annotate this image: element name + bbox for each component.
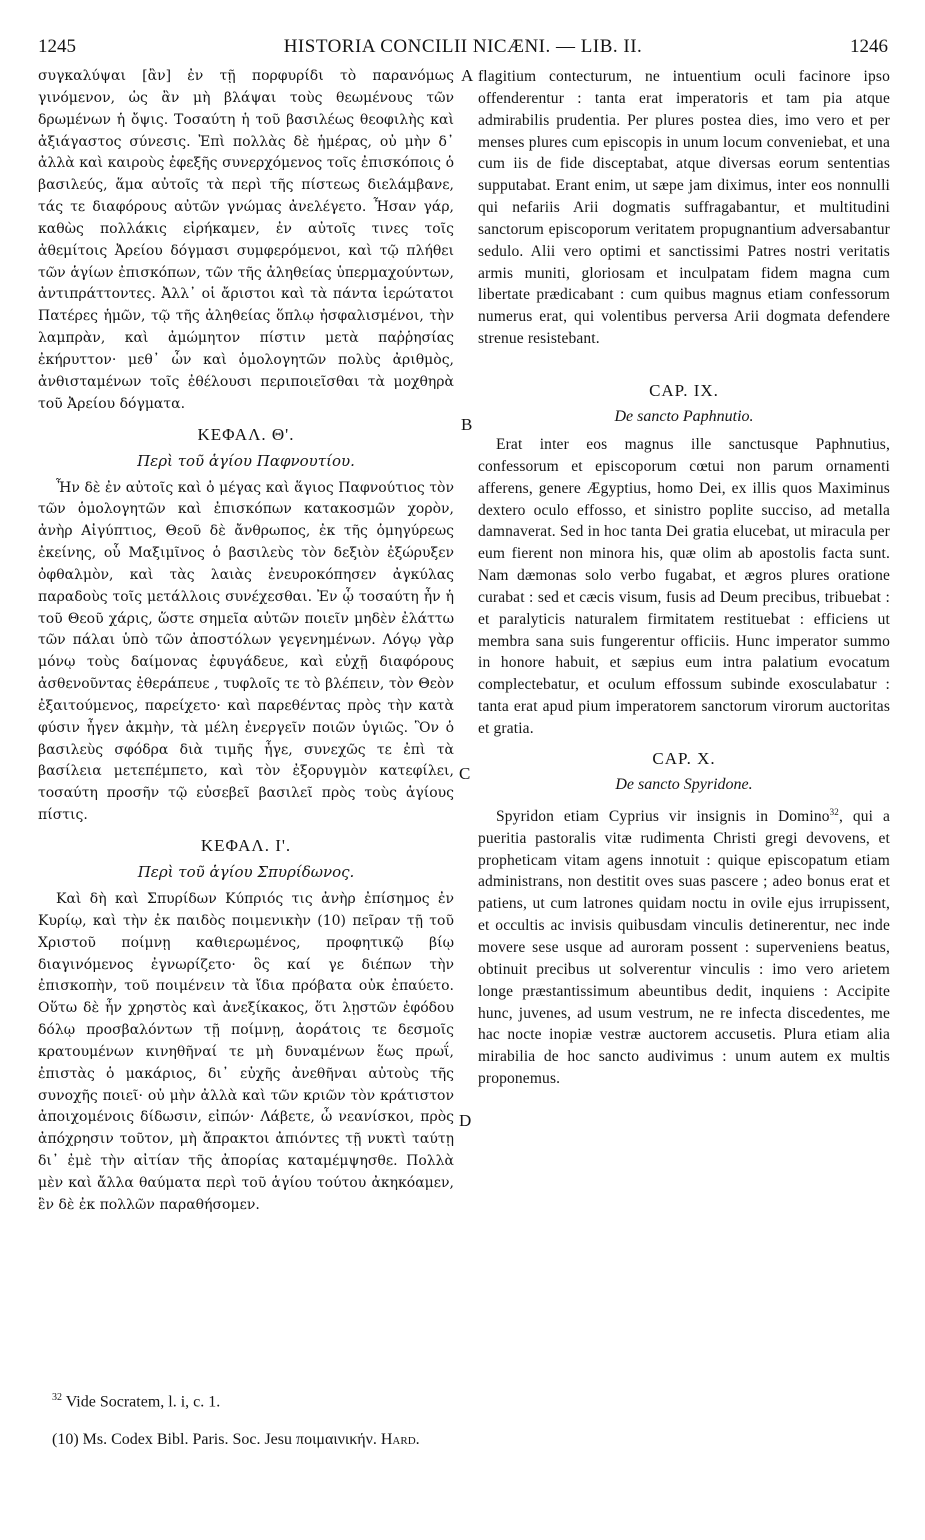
latin-chapter-10-heading: CAP. X.: [652, 748, 716, 768]
greek-paragraph-1: συγκαλύψαι [ἂν] ἐν τῇ πορφυρίδι τὸ παρανόμως γινόμενον, ὡς ἂν μὴ βλάψαι τοὺς θεωμένους τῶν δρωμένων ἡ ὄψις. Τοσαύτη ἡ τοῦ βασιλέως θεοφιλὴς καὶ ἀξιάγαστος σύνεσις. Ἐπὶ πολλὰς δὲ ἡμέρας, οὐ μὴν δ᾽ ἀλλὰ καὶ καιροὺς ἐφεξῆς συνερχόμενος τοῖς ἐπισκόποις ὁ βασιλεύς, ἅμα αὐτοῖς τὰ περὶ τῆς πίστεως διελάμβανε, τάς τε διαφόρους αὐτῶν γνώμας ἀνελέγετο. Ἦσαν γάρ, καθὼς πολλάκις εἰρήκαμεν, ἐν αὐτοῖς τινες τοῖς ἀθεμίτοις Ἀρείου δόγμασι συμφερόμενοι, καὶ τῷ πλήθει τῶν ἁγίων ἐπισκόπων, τῶν τῆς ἀληθείας ὑπερμαχούντων, ἀντιπράττοντες. Ἀλλ᾽ οἱ ἄριστοι καὶ τὰ πάντα ἱερώτατοι Πατέρες ἡμῶν, τῷ τῆς ἀληθείας ὅπλῳ ἠσφαλισμένοι, τὴν λαμπρὰν, καὶ ἀμώμητον πίστιν μετὰ παῤῥησίας ἐκήρυττον· μεθ᾽ ὧν καὶ ὁμολογητῶν πολὺς ἀριθμὸς, ἀνθισταμένων τοῖς ἐθέλουσι περιποιεῖσθαι τὰ μοχθηρὰ τοῦ Ἀρείου δόγματα.: [38, 68, 454, 412]
running-title: HISTORIA CONCILII NICÆNI. — LIB. II.: [283, 36, 643, 57]
greek-paragraph-2: Ἦν δὲ ἐν αὐτοῖς καὶ ὁ μέγας καὶ ἅγιος Παφνούτιος τὸν τῶν ὁμολογητῶν καὶ ἐπισκόπων κατακοσμῶν χορὸν, ἀνὴρ Αἰγύπτιος, Θεοῦ δὲ ἄνθρωπος, ἐκ τῆς ὁμηγύρεως ἐκείνης, οὗ Μαξιμῖνος ὁ βασιλεὺς τὸν δεξιὸν ἐξώρυξεν ὀφθαλμὸν, καὶ τὰς λαιὰς ἐνευροκόπησεν ἀγκύλας παραδοὺς τοῖς μετάλλοις συνέχεσθαι. Ἐν ᾧ τοσαύτη ἦν ἡ τοῦ Θεοῦ χάρις, ὥστε σημεῖα αὐτῶν ποιεῖν μηδὲν ἐλάττω τῶν πάλαι ὑπὸ τῶν ἀποστόλων γεγενημένων. Λόγῳ γὰρ μόνῳ τοὺς δαίμονας ἐφυγάδευε, καὶ εὐχῇ διαφόρους ἀσθενοῦντας ἐθεράπευε , τυφλοῖς τε τὸ βλέπειν, τὸν Θεὸν ἐξαιτούμενος, παρείχετο· καὶ παρεθέντας πρὸς τὴν κατὰ φύσιν ἦγεν ἀκμὴν, τὰ μέλη ἐνεργεῖν ποιῶν ὑγιῶς. Ὃν ὁ βασιλεὺς σφόδρα διὰ τιμῆς ἦγε, συνεχῶς τε ἐπὶ τὰ βασίλεια μετεπέμπετο, καὶ τὸν ἐξορυγμὸν κατεφίλει, τοσαύτη προσῆν τῷ εὐσεβεῖ βασιλεῖ πρὸς τοὺς ἁγίους πίστις.: [38, 479, 454, 824]
margin-letter-a: A: [461, 66, 474, 85]
greek-chapter-9-heading: ΚΕΦΑΛ. Θ'.: [197, 424, 295, 444]
latin-paragraph-3-start: Spyridon etiam Cyprius vir insignis in Domino: [496, 807, 830, 825]
latin-paragraph-3: [478, 802, 890, 1090]
page-header: [38, 36, 888, 62]
greek-chapter-10-subtitle: Περὶ τοῦ ἁγίου Σπυρίδωνος.: [137, 863, 355, 881]
greek-paragraph-3: Καὶ δὴ καὶ Σπυρίδων Κύπριός τις ἀνὴρ ἐπίσημος ἐν Κυρίῳ, καὶ τὴν ἐκ παιδὸς ποιμενικὴν (10) πεῖραν τῇ τοῦ Χριστοῦ ποίμνῃ καθιερωμένος, προφητικῷ βίῳ διαγινόμενος ἐγνωρίζετο· ὃς καί γε διέπων τὴν ἐπισκοπὴν, τοῦ ποιμένειν τὰ ἴδια πρόβατα οὐκ ἐπαύετο. Οὕτω δὲ ἦν χρηστὸς καὶ ἀνεξίκακος, ὅτι λῃστῶν ἐφόδου δόλῳ προσβαλόντων τῇ ποίμνῃ, ἀοράτοις τε δεσμοῖς κρατουμένων κινηθῆναί τε μὴ δυναμένων ἕως πρωΐ, ἐπιστὰς ὁ μακάριος, δι᾽ εὐχῆς ἀνεθῆναι αὐτοὺς τῆς συνοχῆς ποιεῖ· οὐ μὴν ἀλλὰ καὶ τῶν κριῶν τὸν κράτιστον ἀποιχομένοις δίδωσιν, εἰπών· Λάβετε, ὦ νεανίσκοι, πρὸς ἀπόχρησιν τοῦτον, μὴ ἄπρακτοι ἀπιόντες τῇ νυκτὶ ταύτῃ δι᾽ ἐμὲ τὴν αἰτίαν τῆς ἀπορίας καταμέμψησθε. Πολλὰ μὲν καὶ ἄλλα θαύματα περὶ τοῦ ἁγίου τούτου ἀκηκόαμεν, ἓν δὲ ἐκ πολλῶν παραθήσομεν.: [38, 891, 454, 1213]
left-page-number: 1245: [38, 36, 76, 57]
footnote-32-text: Vide Socratem, l. i, c. 1.: [62, 1393, 221, 1411]
footnote-ref-32: 32: [829, 806, 839, 817]
latin-paragraph-1: flagitium contecturum, ne intuentium oculi facinore ipso offenderentur : tanta erat imperatoris et tam pia atque admirabilis prudentia. Per plures postea dies, imo vero et per menses plures cum episcopis in unum locum conveniebat, et una cum iis de fide disceptabat, atque diversas eorum sententias supputabat. Erant enim, ut sæpe jam diximus, inter eos nonnulli qui nefariis Arii dogmatis suffragabantur, et multitudini sanctorum episcoporum veritatem propugnantium adversabantur sedulo. Alii vero optimi et sanctissimi Patres nostri veritatis armis muniti, gloriosam et inculpatam fidem magna cum libertate prædicabant : cum quibus magnus etiam confessorum numerus erat, qui volentibus perversa Arii dogmata defendere strenue resistebant.: [478, 68, 890, 348]
latin-column: [478, 66, 890, 1090]
footnote-32-number: 32: [52, 1392, 62, 1403]
margin-letter-d: D: [459, 1111, 472, 1130]
latin-chapter-9-subtitle: De sancto Paphnutio.: [614, 407, 754, 425]
right-page-number: 1246: [850, 36, 888, 57]
latin-chapter-10-subtitle: De sancto Spyridone.: [615, 775, 753, 793]
footnote-10: [52, 1431, 888, 1449]
margin-letter-c: C: [459, 764, 471, 783]
footnotes: [38, 1392, 888, 1469]
footnote-32: [52, 1392, 888, 1411]
latin-paragraph-2: Erat inter eos magnus ille sanctusque Paphnutius, confessorum et episcoporum cœtui non parum ornamenti afferens, genere Ægyptius, homo Dei, ex illis quos Maximinus dextero oculo effosso, et sinistro poplite succiso, ad metalla damnaverat. Sed in hoc tanta Dei gratia elucebat, ut miracula per eum fierent non minora his, quæ olim ab apostolis facta sunt. Nam dæmonas solo verbo fugabat, et ægros plures oratione curabat : sed et cæcis visum, fusis ad Deum precibus, tribuebat : et paralyticis naturalem firmitatem restituebat : efficiens ut membra sana suis fungerentur officiis. Hunc imperator summo in honore habuit, et sæpius eum intra palatium evocatum complectebatur, et oculum effossum subinde exosculabatur : tanta erat apud pium imperatorem sanctorum virorum auctoritas et gratia.: [478, 435, 890, 737]
latin-chapter-9-heading: CAP. IX.: [649, 380, 719, 400]
margin-letter-b: B: [461, 415, 473, 434]
footnote-10-text: (10) Ms. Codex Bibl. Paris. Soc. Jesu ποιμαινικήν.: [52, 1431, 377, 1449]
greek-chapter-10-heading: ΚΕΦΑΛ. Ι'.: [200, 836, 292, 855]
footnote-10-author: Hard.: [380, 1431, 420, 1449]
latin-paragraph-3-rest: , qui a pueritia pastoralis vitæ rudimenta Christi gregi devovens, et propheticam vitam agens innotuit : quique episcopatum etiam administrans, non destitit oves suas pascere ; adeo bonus erat et patiens, ut cum latrones quidam noctu in ovile ejus irrupissent, et occultis ac invisis quibusdam vinculis detinerentur, nec inde movere sese usque ad auroram possent : superveniens beatus, obtinuit precibus ut solverentur vinculis : imo vero arietem longe præstantissimum abeuntibus dedit, inquiens : Accipite hunc, juvenes, ad usum vestrum, ne re infecta discedentes, me hac nocte inopiæ vestræ auctorem accusetis. Plura etiam alia mirabilia de hoc sancto audivimus : unum autem ex multis proponemus.: [478, 807, 890, 1088]
greek-chapter-9-subtitle: Περὶ τοῦ ἁγίου Παφνουτίου.: [137, 451, 355, 470]
greek-column: [38, 66, 454, 1217]
